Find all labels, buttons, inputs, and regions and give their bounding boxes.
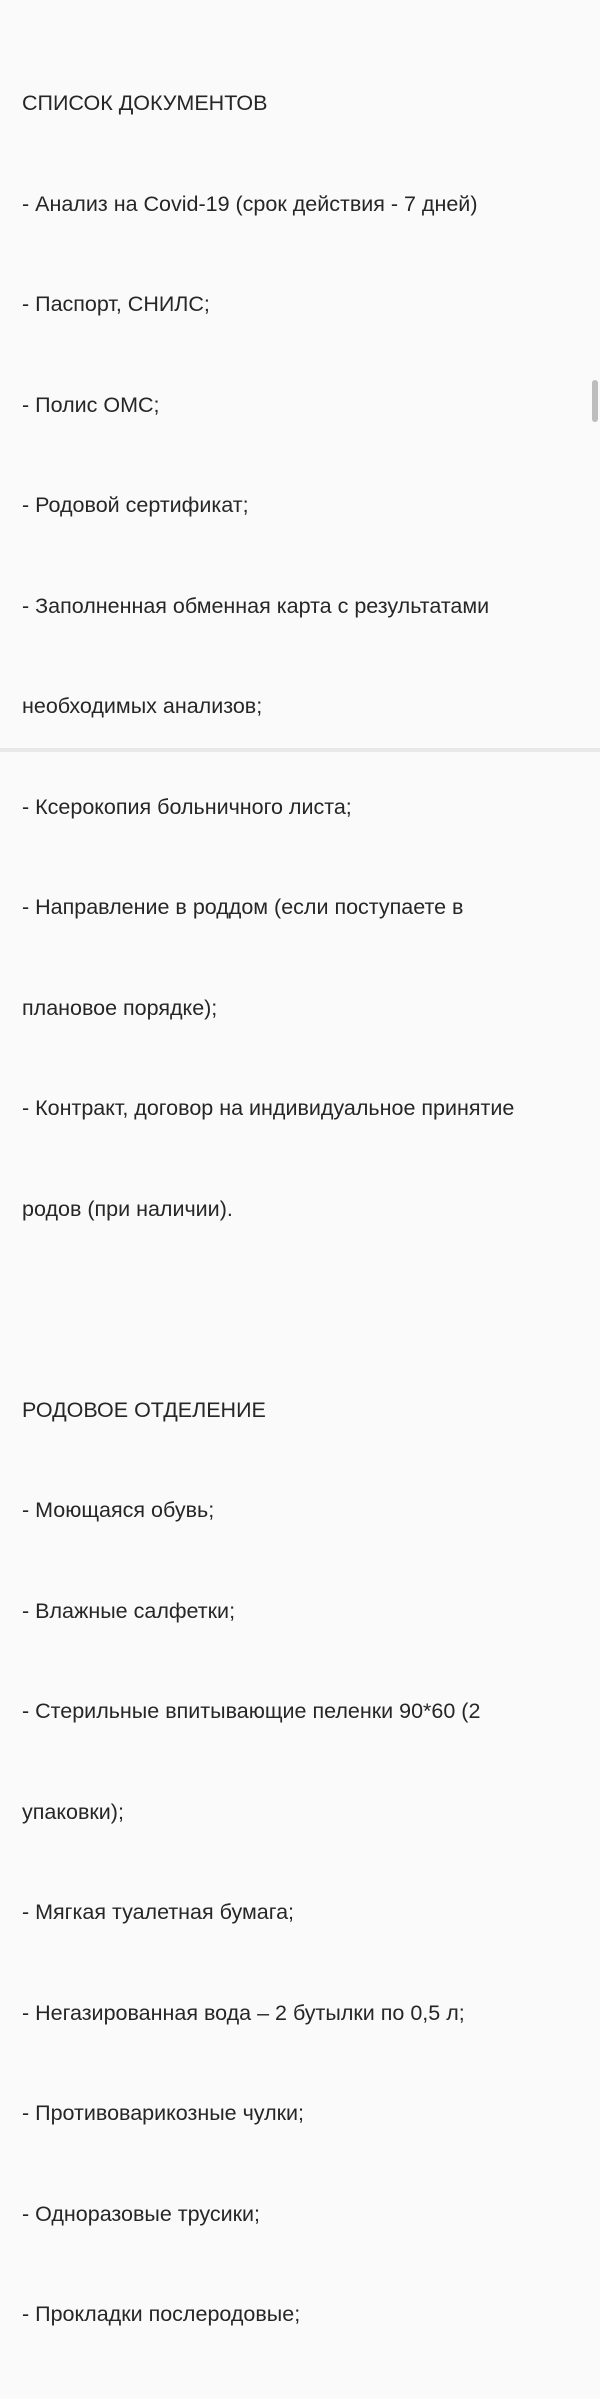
documents-line: плановое порядке);: [22, 995, 218, 1020]
documents-line: - Родовой сертификат;: [22, 493, 249, 517]
documents-line: - Полис ОМС;: [22, 392, 160, 417]
maternity-line: упаковки);: [22, 1799, 124, 1824]
section-gap: [22, 1293, 582, 1327]
documents-line: - Паспорт, СНИЛС;: [22, 292, 210, 316]
maternity-line: - Прокладки послеродовые;: [22, 2302, 301, 2326]
maternity-line: - Негазированная вода – 2 бутылки по 0,5 л;: [22, 2000, 465, 2025]
maternity-line: - Противоварикозные чулки;: [22, 2101, 305, 2125]
documents-line: - Анализ на Covid-19 (срок действия - 7 дней): [22, 191, 478, 216]
maternity-line: - Моющаяся обувь;: [22, 1498, 215, 1522]
documents-heading: СПИСОК ДОКУМЕНТОВ: [22, 91, 268, 115]
bottom-divider: [0, 748, 600, 752]
maternity-line: - Стерильные впитывающие пеленки 90*60 (2: [22, 1699, 481, 1723]
maternity-line: - Влажные салфетки;: [22, 1598, 236, 1623]
documents-line: - Ксерокопия больничного листа;: [22, 794, 352, 819]
scrollbar-thumb[interactable]: [592, 380, 598, 422]
documents-line: - Заполненная обменная карта с результатами: [22, 593, 490, 618]
maternity-heading: РОДОВОЕ ОТДЕЛЕНИЕ: [22, 1397, 266, 1422]
documents-line: необходимых анализов;: [22, 694, 263, 718]
documents-line: - Направление в роддом (если поступаете в: [22, 895, 464, 919]
documents-line: - Контракт, договор на индивидуальное принятие: [22, 1096, 515, 1120]
maternity-line: - Мягкая туалетная бумага;: [22, 1900, 295, 1924]
documents-line: родов (при наличии).: [22, 1196, 233, 1221]
maternity-line: - Одноразовые трусики;: [22, 2201, 261, 2226]
checklist-text: [22, 20, 582, 2399]
